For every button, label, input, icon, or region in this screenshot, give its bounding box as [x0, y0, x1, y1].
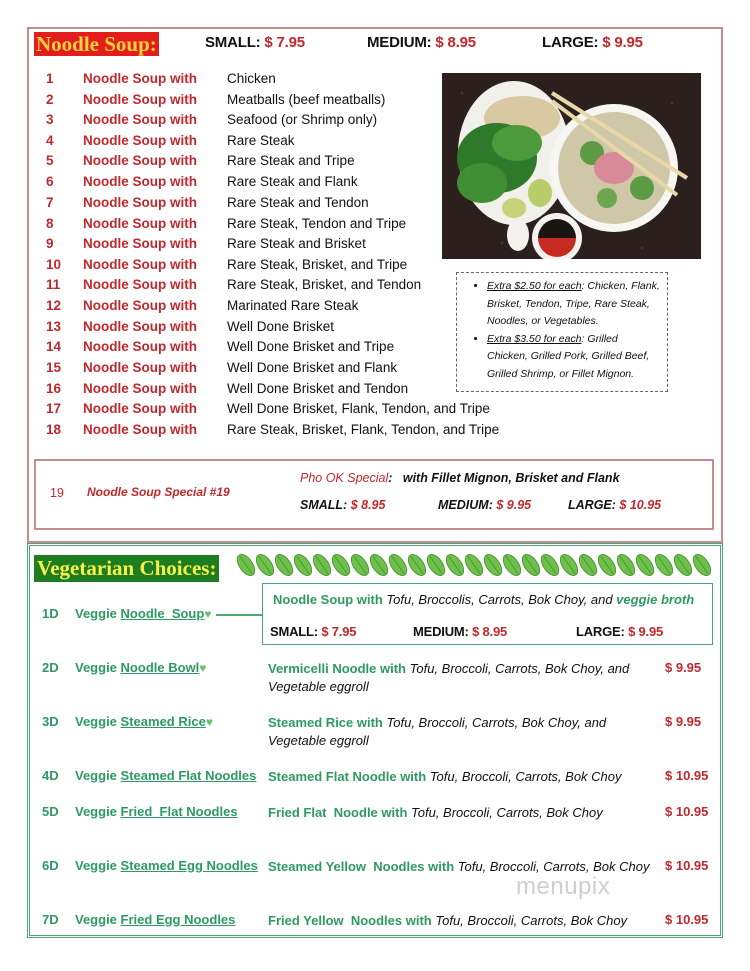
item-prefix: Noodle Soup with [83, 195, 197, 210]
veggie-price: $ 10.95 [665, 804, 709, 819]
item-description: Rare Steak and Tripe [227, 153, 355, 168]
item-number: 5 [46, 153, 54, 168]
item-prefix: Noodle Soup with [83, 277, 197, 292]
heart-leaf-icon: ♥ [199, 661, 207, 675]
item-description: Chicken [227, 71, 276, 86]
item-number: 1 [46, 71, 54, 86]
item-number: 3 [46, 112, 54, 127]
pho-bowl-photo [442, 73, 701, 259]
veggie-code: 6D [42, 858, 59, 873]
veggie-name: Veggie Fried Flat Noodles [75, 804, 238, 819]
item-prefix: Noodle Soup with [83, 112, 197, 127]
item-description: Rare Steak, Tendon and Tripe [227, 216, 407, 231]
item-description: Well Done Brisket [227, 319, 335, 334]
item-description: Well Done Brisket and Tripe [227, 339, 395, 354]
noodle-soup-item [0, 399, 750, 419]
special-19-name: Noodle Soup Special #19 [87, 485, 230, 499]
veggie-price: $ 10.95 [665, 768, 709, 783]
veggie-price: $ 9.95 [665, 660, 702, 675]
extras-note-box [456, 272, 668, 392]
item-prefix: Noodle Soup with [83, 153, 197, 168]
item-prefix: Noodle Soup with [83, 257, 197, 272]
price-small: SMALL: $ 7.95 [205, 34, 305, 51]
veggie-price: $ 9.95 [665, 714, 702, 729]
item-prefix: Noodle Soup with [83, 92, 197, 107]
item-description: Well Done Brisket and Tendon [227, 381, 409, 396]
veggie-code: 1D [42, 606, 59, 621]
item-number: 18 [46, 422, 62, 437]
item-description: Rare Steak, Brisket, and Tripe [227, 257, 408, 272]
veggie-code: 7D [42, 912, 59, 927]
item-number: 10 [46, 257, 62, 272]
veggie-code: 2D [42, 660, 59, 675]
veggie-description: Steamed Rice with Tofu, Broccoli, Carrots, Bok Choy, and Vegetable eggroll [268, 715, 607, 748]
veggie-description: Fried Flat Noodle with Tofu, Broccoli, Carrots, Bok Choy [268, 805, 603, 820]
special-price-small: SMALL: $ 8.95 [300, 498, 386, 512]
item-prefix: Noodle Soup with [83, 236, 197, 251]
item-description: Rare Steak, Brisket, Flank, Tendon, and Tripe [227, 422, 500, 437]
veggie-name: Veggie Noodle Soup♥ [75, 606, 212, 621]
item-number: 15 [46, 360, 62, 375]
special-19-title-line: Pho OK Special: with Fillet Mignon, Brisket and Flank [300, 471, 620, 485]
item-number: 6 [46, 174, 54, 189]
veggie-name: Veggie Fried Egg Noodles [75, 912, 236, 927]
item-prefix: Noodle Soup with [83, 174, 197, 189]
item-description: Rare Steak and Tendon [227, 195, 369, 210]
vegetarian-title: Vegetarian Choices: [34, 555, 219, 582]
item-prefix: Noodle Soup with [83, 133, 197, 148]
veggie-name: Veggie Steamed Flat Noodles [75, 768, 257, 783]
item-number: 14 [46, 339, 62, 354]
menupix-watermark: menupix [516, 873, 611, 900]
item-number: 13 [46, 319, 62, 334]
item-description: Rare Steak, Brisket, and Tendon [227, 277, 422, 292]
veggie-name: Veggie Steamed Rice♥ [75, 714, 213, 729]
veggie-price: $ 10.95 [665, 912, 709, 927]
veggie-soup-price-large: LARGE: $ 9.95 [576, 624, 664, 639]
price-medium: MEDIUM: $ 8.95 [367, 34, 476, 51]
item-number: 7 [46, 195, 54, 210]
item-description: Rare Steak and Flank [227, 174, 358, 189]
item-number: 17 [46, 401, 62, 416]
item-number: 4 [46, 133, 54, 148]
pho-photo-illustration [442, 73, 701, 259]
item-prefix: Noodle Soup with [83, 381, 197, 396]
item-prefix: Noodle Soup with [83, 216, 197, 231]
item-number: 11 [46, 277, 61, 292]
leaf-garland-icon [236, 551, 712, 579]
noodle-soup-item [0, 420, 750, 440]
connector-line [216, 614, 262, 616]
veggie-code: 3D [42, 714, 59, 729]
special-title: Pho OK Special [300, 471, 389, 485]
price-large: LARGE: $ 9.95 [542, 34, 643, 51]
special-19-number: 19 [50, 486, 64, 500]
item-number: 16 [46, 381, 62, 396]
veggie-name: Veggie Noodle Bowl♥ [75, 660, 207, 675]
veggie-description: Steamed Flat Noodle with Tofu, Broccoli, Carrots, Bok Choy [268, 769, 622, 784]
veggie-soup-price-small: SMALL: $ 7.95 [270, 624, 357, 639]
item-description: Well Done Brisket, Flank, Tendon, and Tripe [227, 401, 490, 416]
veggie-soup-price-medium: MEDIUM: $ 8.95 [413, 624, 508, 639]
veggie-code: 5D [42, 804, 59, 819]
item-description: Marinated Rare Steak [227, 298, 359, 313]
veggie-description: Vermicelli Noodle with Tofu, Broccoli, Carrots, Bok Choy, and Vegetable eggroll [268, 661, 630, 694]
veggie-code: 4D [42, 768, 59, 783]
veggie-soup-description: Noodle Soup with Tofu, Broccolis, Carrots, Bok Choy, and veggie broth [273, 592, 695, 607]
item-prefix: Noodle Soup with [83, 298, 197, 313]
item-prefix: Noodle Soup with [83, 401, 197, 416]
veggie-description: Steamed Yellow Noodles with Tofu, Broccoli, Carrots, Bok Choy [268, 859, 650, 874]
item-prefix: Noodle Soup with [83, 422, 197, 437]
item-prefix: Noodle Soup with [83, 339, 197, 354]
leaf-garland-decoration [236, 551, 712, 579]
veggie-name: Veggie Steamed Egg Noodles [75, 858, 258, 873]
item-description: Meatballs (beef meatballs) [227, 92, 386, 107]
item-description: Well Done Brisket and Flank [227, 360, 398, 375]
item-prefix: Noodle Soup with [83, 360, 197, 375]
item-number: 2 [46, 92, 54, 107]
extra-note-1: • Extra $2.50 for each: Chicken, Flank, Brisket, Tendon, Tripe, Rare Steak, Noodles, or Vegetables. [487, 278, 661, 331]
item-number: 9 [46, 236, 54, 251]
item-description: Seafood (or Shrimp only) [227, 112, 378, 127]
special-price-large: LARGE: $ 10.95 [568, 498, 662, 512]
veggie-description: Fried Yellow Noodles with Tofu, Broccoli, Carrots, Bok Choy [268, 913, 628, 928]
item-number: 12 [46, 298, 62, 313]
heart-leaf-icon: ♥ [204, 607, 212, 621]
item-number: 8 [46, 216, 54, 231]
special-price-medium: MEDIUM: $ 9.95 [438, 498, 532, 512]
veggie-price: $ 10.95 [665, 858, 709, 873]
item-prefix: Noodle Soup with [83, 71, 197, 86]
extra-note-2: • Extra $3.50 for each: Grilled Chicken, Grilled Pork, Grilled Beef, Grilled Shrimp, or Fillet Mignon. [487, 331, 661, 384]
item-prefix: Noodle Soup with [83, 319, 197, 334]
noodle-soup-title: Noodle Soup: [36, 32, 157, 56]
heart-leaf-icon: ♥ [205, 715, 213, 729]
item-description: Rare Steak [227, 133, 295, 148]
item-description: Rare Steak and Brisket [227, 236, 366, 251]
